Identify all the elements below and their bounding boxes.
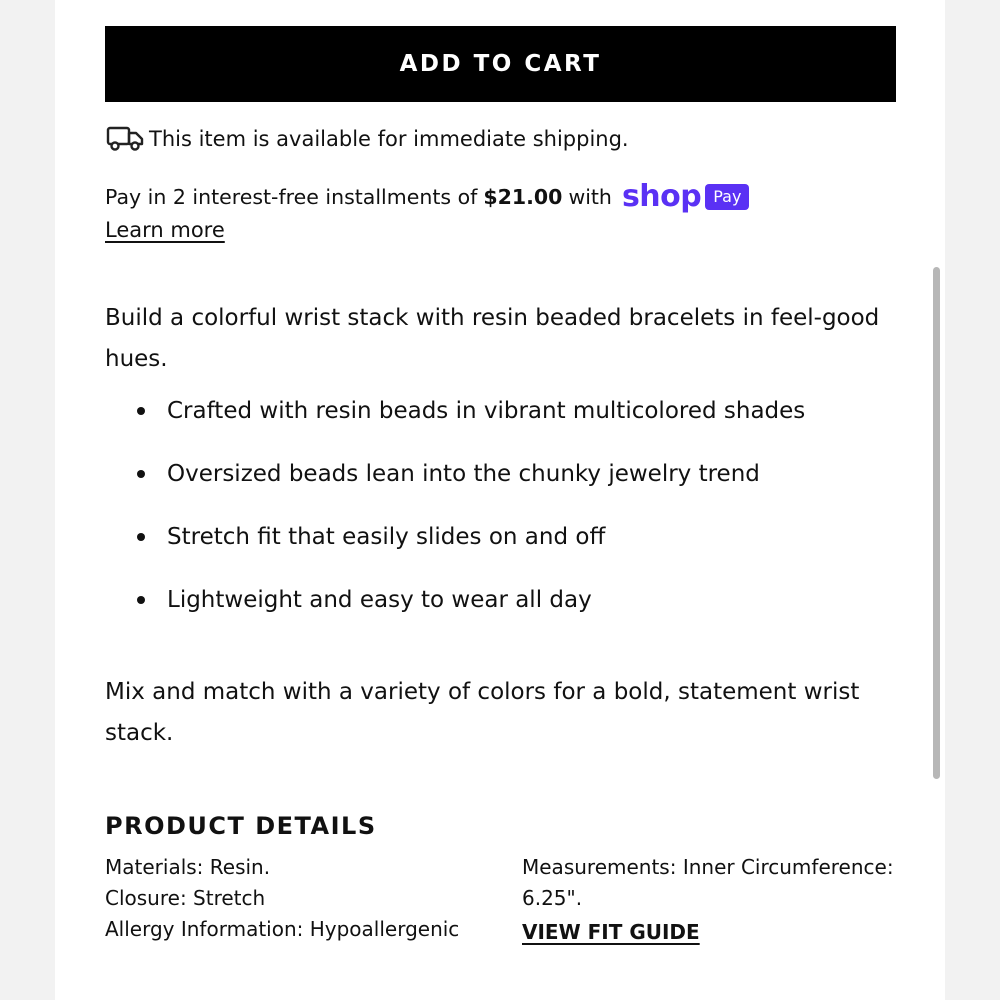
- view-fit-guide-link[interactable]: VIEW FIT GUIDE: [522, 920, 700, 944]
- installments-line: [105, 179, 749, 214]
- feature-item: Stretch fit that easily slides on and off: [105, 516, 905, 579]
- measurements-detail: Measurements: Inner Circumference: 6.25".: [522, 855, 894, 910]
- materials-detail: Materials: Resin.: [105, 855, 271, 879]
- allergy-detail: Allergy Information: Hypoallergenic: [105, 917, 460, 941]
- learn-more-link[interactable]: Learn more: [105, 218, 225, 242]
- description-intro: Build a colorful wrist stack with resin beaded bracelets in feel-good hues.: [105, 305, 880, 372]
- description-outro: Mix and match with a variety of colors for a bold, statement wrist stack.: [105, 679, 860, 746]
- shipping-text: This item is available for immediate shipping.: [149, 127, 629, 151]
- truck-icon: [105, 120, 145, 159]
- feature-item: Oversized beads lean into the chunky jewelry trend: [105, 453, 905, 516]
- installments-prefix: Pay in 2 interest-free installments of: [105, 185, 478, 209]
- feature-item: Crafted with resin beads in vibrant multicolored shades: [105, 390, 905, 453]
- shipping-info: [105, 122, 629, 156]
- feature-list: [105, 390, 905, 642]
- shop-pay-logo: shop: [621, 179, 702, 214]
- installments-suffix: with: [568, 185, 612, 209]
- shop-pay-badge: Pay: [705, 184, 749, 209]
- add-to-cart-button[interactable]: ADD TO CART: [105, 26, 896, 102]
- installment-amount: $21.00: [483, 185, 563, 209]
- feature-item: Lightweight and easy to wear all day: [105, 579, 905, 642]
- scrollbar-thumb[interactable]: [933, 267, 940, 779]
- product-details-heading: PRODUCT DETAILS: [105, 812, 377, 840]
- closure-detail: Closure: Stretch: [105, 886, 266, 910]
